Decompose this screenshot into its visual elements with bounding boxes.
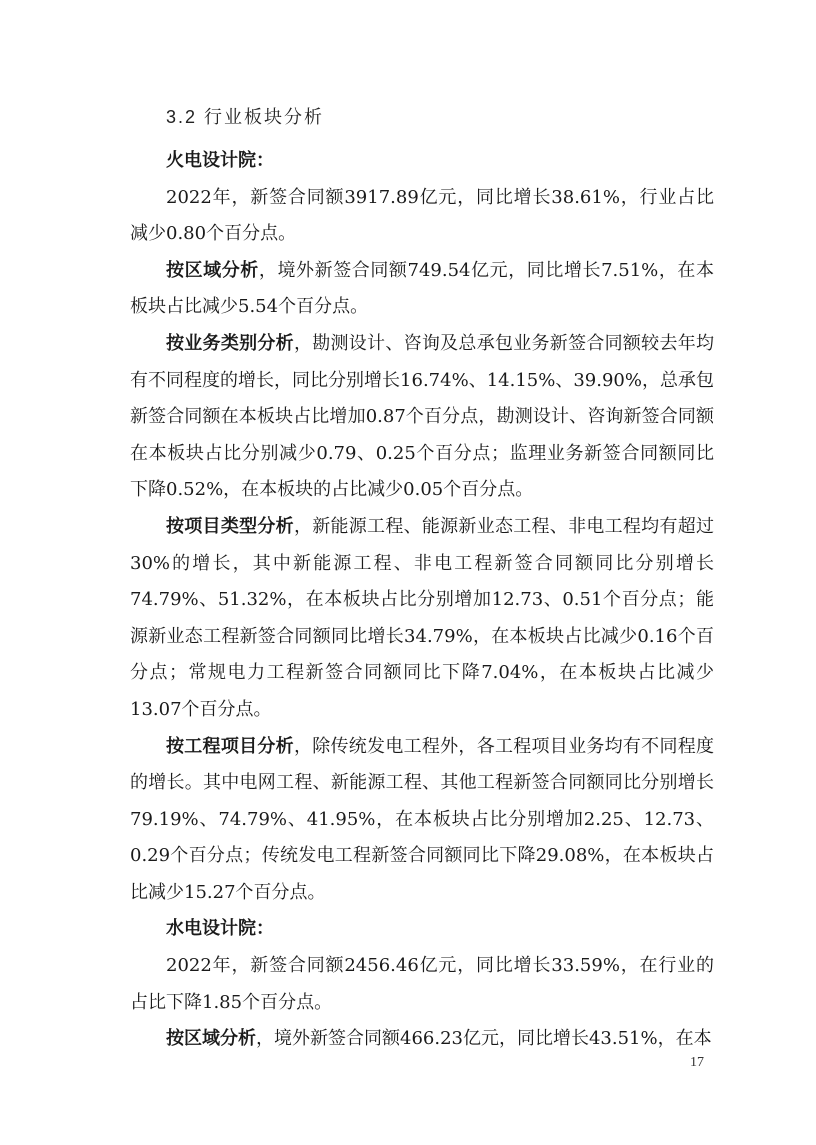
paragraph-lead: 按区域分析 bbox=[166, 1028, 256, 1050]
page-number: 17 bbox=[690, 1055, 704, 1070]
paragraph-lead: 按业务类别分析 bbox=[166, 332, 294, 354]
paragraph-text: ，境外新签合同额749.54亿元，同比增长7.51%，在本板块占比减少5.54个百分点。 bbox=[130, 259, 715, 318]
fire-power-paragraph-3 bbox=[130, 326, 714, 509]
fire-power-subheading: 火电设计院： bbox=[166, 150, 274, 171]
fire-power-paragraph-2 bbox=[130, 253, 714, 326]
fire-power-paragraph-4 bbox=[130, 509, 714, 729]
paragraph-text: ，境外新签合同额466.23亿元，同比增长43.51%，在本 bbox=[256, 1028, 712, 1050]
document-body bbox=[130, 143, 714, 1058]
paragraph-text: ，新能源工程、能源新业态工程、非电工程均有超过30%的增长，其中新能源工程、非电工程新签合同额同比分别增长74.79%、51.32%，在本板块占比分别增加12.73、0.51个百分点；能源新业态工程新签合同额同比增长34.79%，在本板块占比减少0.16个百分点；常规电力工程新签合同额同比下降7.04%，在本板块占比减少13.07个百分点。 bbox=[130, 515, 715, 720]
hydro-power-paragraph-1: 2022年，新签合同额2456.46亿元，同比增长33.59%，在行业的占比下降1.85个百分点。 bbox=[130, 955, 714, 1013]
paragraph-lead: 按区域分析 bbox=[166, 259, 259, 281]
paragraph-text: ，勘测设计、咨询及总承包业务新签合同额较去年均有不同程度的增长，同比分别增长16.74%、14.15%、39.90%，总承包新签合同额在本板块占比增加0.87个百分点，勘测设计、咨询新签合同额在本板块占比分别减少0.79、0.25个百分点；监理业务新签合同额同比下降0.52%，在本板块的占比减少0.05个百分点。 bbox=[130, 332, 715, 501]
fire-power-paragraph-5 bbox=[130, 729, 714, 912]
hydro-power-subheading: 水电设计院： bbox=[166, 918, 274, 940]
paragraph-lead: 按项目类型分析 bbox=[166, 515, 294, 537]
fire-power-paragraph-1: 2022年，新签合同额3917.89亿元，同比增长38.61%，行业占比减少0.80个百分点。 bbox=[130, 186, 714, 245]
section-heading: 3.2 行业板块分析 bbox=[166, 107, 325, 127]
paragraph-text: ，除传统发电工程外，各工程项目业务均有不同程度的增长。其中电网工程、新能源工程、其他工程新签合同额同比分别增长79.19%、74.79%、41.95%，在本板块占比分别增加2.25、12.73、0.29个百分点；传统发电工程新签合同额同比下降29.08%，在本板块占比减少15.27个百分点。 bbox=[130, 735, 715, 903]
hydro-power-paragraph-2 bbox=[130, 1021, 714, 1058]
paragraph-lead: 按工程项目分析 bbox=[166, 735, 294, 757]
